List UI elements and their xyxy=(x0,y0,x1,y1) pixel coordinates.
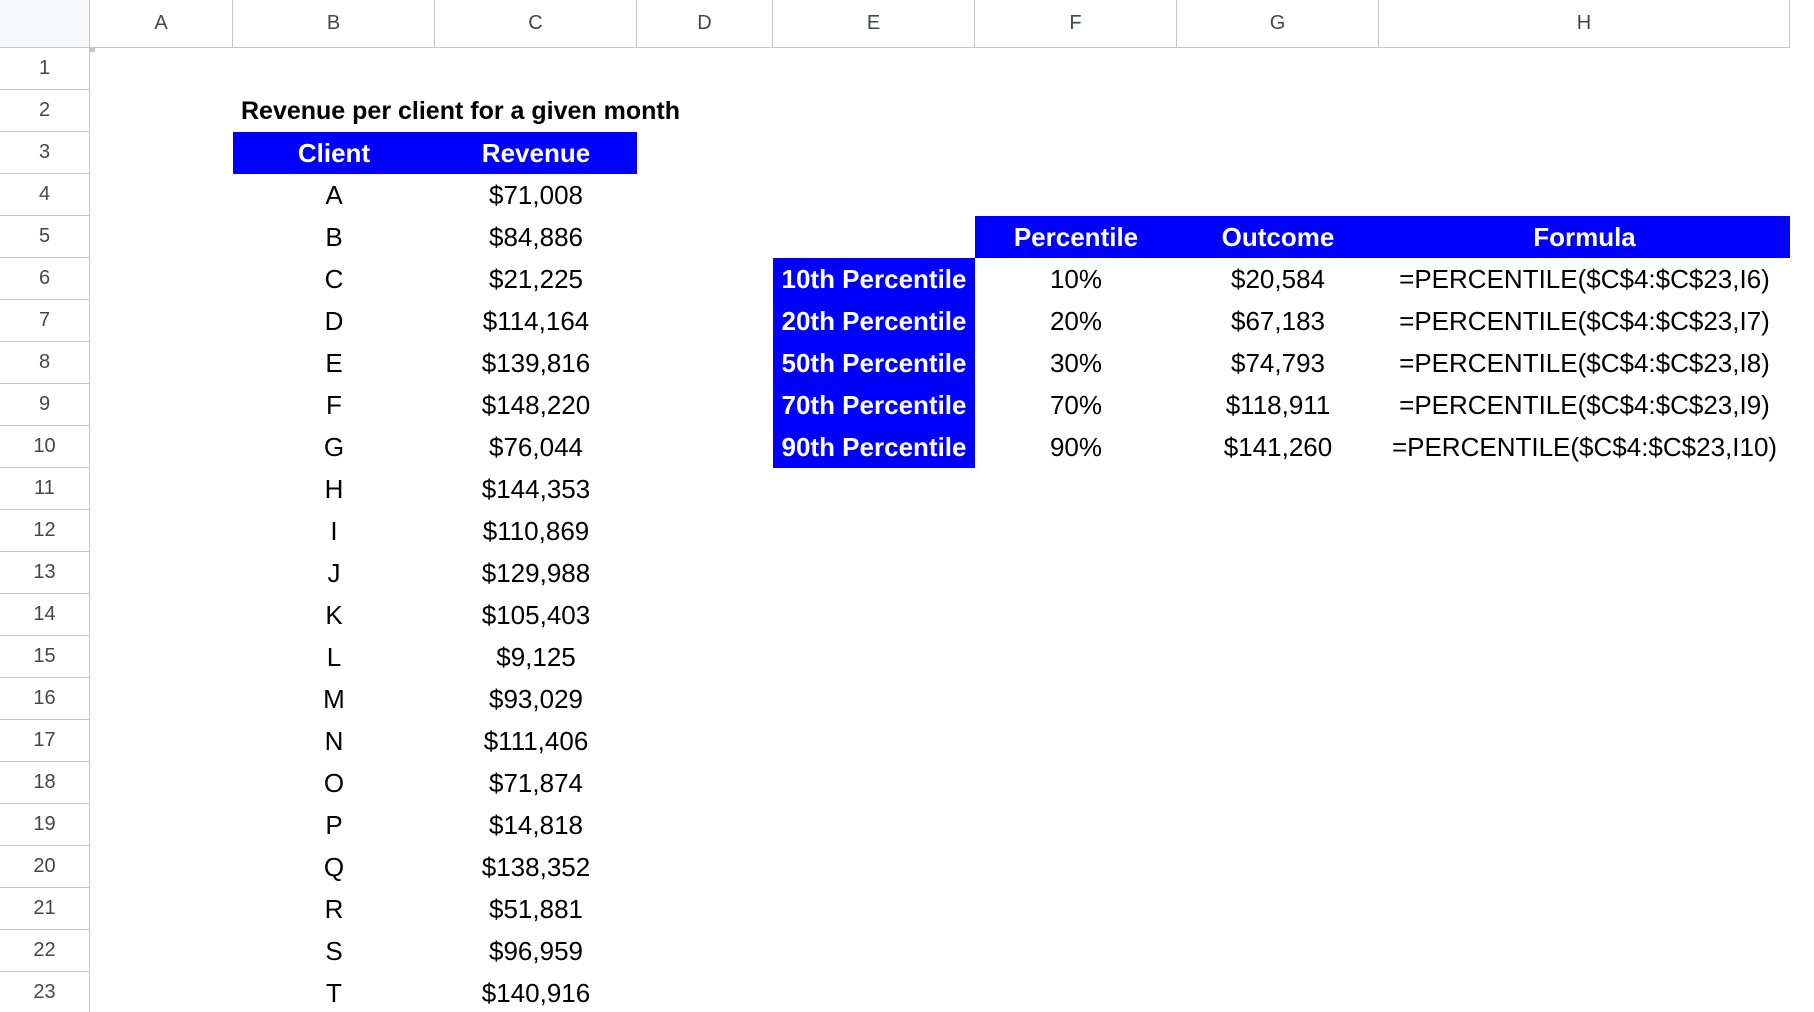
revenue-cell[interactable]: $21,225 xyxy=(489,263,583,294)
client-cell[interactable]: J xyxy=(327,557,341,588)
percentile-header[interactable]: Percentile xyxy=(975,216,1177,258)
outcome-cell[interactable]: $141,260 xyxy=(1223,431,1333,462)
client-cell[interactable]: O xyxy=(323,767,345,798)
column-header-e[interactable]: E xyxy=(773,0,975,48)
row-header-17[interactable]: 17 xyxy=(0,720,90,762)
client-cell[interactable]: D xyxy=(324,305,344,336)
row-header-11[interactable]: 11 xyxy=(0,468,90,510)
column-header-d[interactable]: D xyxy=(637,0,773,48)
row-header-3[interactable]: 3 xyxy=(0,132,90,174)
client-cell[interactable]: H xyxy=(324,473,344,504)
client-cell[interactable]: N xyxy=(324,725,344,756)
row-header-4[interactable]: 4 xyxy=(0,174,90,216)
revenue-cell[interactable]: $71,008 xyxy=(489,179,583,210)
revenue-cell[interactable]: $111,406 xyxy=(483,725,589,756)
percentile-cell[interactable]: 20% xyxy=(1049,305,1103,336)
client-cell[interactable]: T xyxy=(326,977,342,1008)
row-header-10[interactable]: 10 xyxy=(0,426,90,468)
revenue-cell[interactable]: $76,044 xyxy=(489,431,583,462)
formula-cell[interactable]: =PERCENTILE($C$4:$C$23,I10) xyxy=(1391,431,1778,462)
revenue-cell[interactable]: $51,881 xyxy=(489,893,583,924)
outcome-cell[interactable]: $67,183 xyxy=(1231,305,1325,336)
percentile-cell[interactable]: 10% xyxy=(1049,263,1103,294)
formula-cell[interactable]: =PERCENTILE($C$4:$C$23,I7) xyxy=(1399,305,1770,336)
client-cell[interactable]: K xyxy=(325,599,343,630)
formula-cell[interactable]: =PERCENTILE($C$4:$C$23,I6) xyxy=(1399,263,1770,294)
revenue-cell[interactable]: $144,353 xyxy=(481,473,591,504)
row-header-15[interactable]: 15 xyxy=(0,636,90,678)
revenue-cell[interactable]: $148,220 xyxy=(481,389,591,420)
row-header-20[interactable]: 20 xyxy=(0,846,90,888)
client-cell[interactable]: B xyxy=(325,221,343,252)
column-header-g[interactable]: G xyxy=(1177,0,1379,48)
row-header-19[interactable]: 19 xyxy=(0,804,90,846)
row-header-2[interactable]: 2 xyxy=(0,90,90,132)
row-header-13[interactable]: 13 xyxy=(0,552,90,594)
column-header-h[interactable]: H xyxy=(1379,0,1790,48)
client-cell[interactable]: A xyxy=(325,179,343,210)
client-cell[interactable]: Q xyxy=(323,851,345,882)
revenue-cell[interactable]: $96,959 xyxy=(489,935,583,966)
row-header-6[interactable]: 6 xyxy=(0,258,90,300)
client-cell[interactable]: F xyxy=(326,389,342,420)
client-cell[interactable]: I xyxy=(330,515,338,546)
column-header-c[interactable]: C xyxy=(435,0,637,48)
percentile-label-cell[interactable]: 20th Percentile xyxy=(773,300,975,342)
outcome-cell[interactable]: $74,793 xyxy=(1231,347,1325,378)
row-header-18[interactable]: 18 xyxy=(0,762,90,804)
percentile-cell[interactable]: 30% xyxy=(1049,347,1103,378)
client-cell[interactable]: R xyxy=(324,893,344,924)
revenue-cell[interactable]: $105,403 xyxy=(481,599,591,630)
percentile-cell[interactable]: 70% xyxy=(1049,389,1103,420)
row-header-21[interactable]: 21 xyxy=(0,888,90,930)
client-cell[interactable]: L xyxy=(326,641,342,672)
row-header-12[interactable]: 12 xyxy=(0,510,90,552)
outcome-header[interactable]: Outcome xyxy=(1177,216,1379,258)
row-header-16[interactable]: 16 xyxy=(0,678,90,720)
revenue-cell[interactable]: $140,916 xyxy=(481,977,591,1008)
percentile-cell[interactable]: 90% xyxy=(1049,431,1103,462)
client-cell[interactable]: G xyxy=(323,431,345,462)
client-header[interactable]: Client xyxy=(233,132,435,174)
revenue-cell[interactable]: $14,818 xyxy=(489,809,583,840)
revenue-cell[interactable]: $84,886 xyxy=(489,221,583,252)
row-header-9[interactable]: 9 xyxy=(0,384,90,426)
formula-cell[interactable]: =PERCENTILE($C$4:$C$23,I9) xyxy=(1399,389,1770,420)
row-header-14[interactable]: 14 xyxy=(0,594,90,636)
revenue-cell[interactable]: $114,164 xyxy=(482,305,590,336)
sheet-title[interactable]: Revenue per client for a given month xyxy=(241,96,680,125)
percentile-label-cell[interactable]: 70th Percentile xyxy=(773,384,975,426)
revenue-cell[interactable]: $9,125 xyxy=(496,641,576,672)
client-cell[interactable]: P xyxy=(325,809,343,840)
client-cell[interactable]: E xyxy=(325,347,343,378)
outcome-cell[interactable]: $118,911 xyxy=(1225,389,1331,420)
revenue-cell[interactable]: $139,816 xyxy=(481,347,591,378)
revenue-cell[interactable]: $138,352 xyxy=(481,851,591,882)
revenue-cell[interactable]: $93,029 xyxy=(489,683,583,714)
formula-cell[interactable]: =PERCENTILE($C$4:$C$23,I8) xyxy=(1399,347,1770,378)
row-header-1[interactable]: 1 xyxy=(0,48,90,90)
percentile-label-cell[interactable]: 90th Percentile xyxy=(773,426,975,468)
percentile-label-cell[interactable]: 10th Percentile xyxy=(773,258,975,300)
client-cell[interactable]: M xyxy=(323,683,345,714)
row-header-7[interactable]: 7 xyxy=(0,300,90,342)
row-header-23[interactable]: 23 xyxy=(0,972,90,1012)
column-header-a[interactable]: A xyxy=(90,0,233,48)
row-header-5[interactable]: 5 xyxy=(0,216,90,258)
client-cell[interactable]: C xyxy=(324,263,344,294)
revenue-cell[interactable]: $110,869 xyxy=(482,515,590,546)
percentile-label-cell[interactable]: 50th Percentile xyxy=(773,342,975,384)
revenue-cell[interactable]: $71,874 xyxy=(489,767,583,798)
formula-header[interactable]: Formula xyxy=(1379,216,1790,258)
client-cell[interactable]: S xyxy=(325,935,343,966)
row-header-8[interactable]: 8 xyxy=(0,342,90,384)
outcome-cell[interactable]: $20,584 xyxy=(1231,263,1325,294)
revenue-cell[interactable]: $129,988 xyxy=(481,557,591,588)
row-header-22[interactable]: 22 xyxy=(0,930,90,972)
column-header-f[interactable]: F xyxy=(975,0,1177,48)
revenue-header[interactable]: Revenue xyxy=(435,132,637,174)
column-header-b[interactable]: B xyxy=(233,0,435,48)
select-all-corner[interactable] xyxy=(0,0,90,48)
